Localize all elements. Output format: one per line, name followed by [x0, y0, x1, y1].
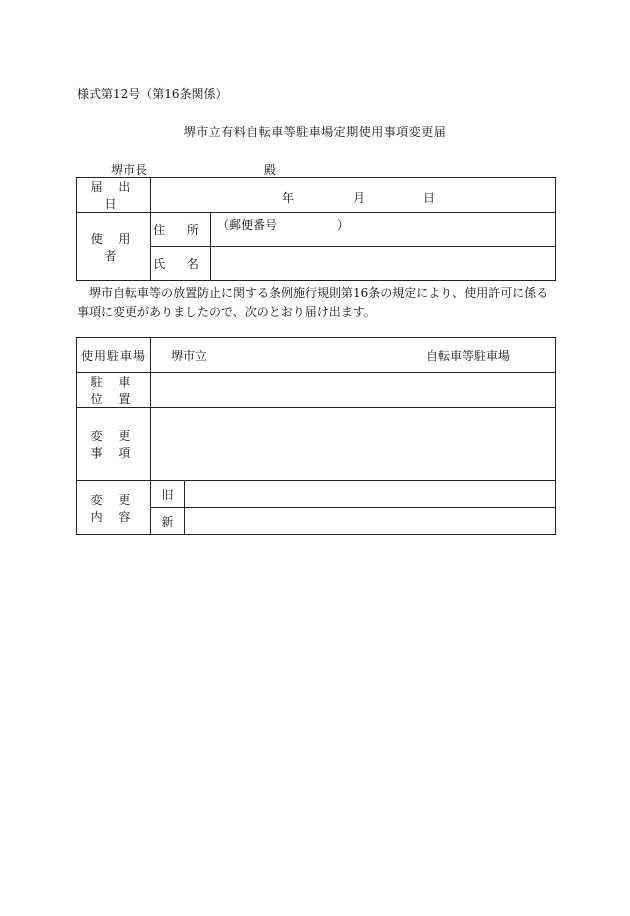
name-label: 氏 名 — [151, 247, 211, 281]
form-title: 堺市立有料自転車等駐車場定期使用事項変更届 — [183, 125, 447, 139]
addressee: 堺市長 — [111, 163, 148, 177]
form-number: 様式第12号（第16条関係） — [77, 87, 228, 101]
change-content-label: 変 更 内 容 — [77, 481, 151, 535]
honorific: 殿 — [264, 163, 277, 177]
change-items-field[interactable] — [151, 408, 556, 481]
applicant-table — [76, 177, 556, 281]
change-table — [76, 337, 556, 535]
address-label: 住 所 — [151, 213, 211, 247]
old-label: 旧 — [151, 481, 185, 508]
month-label: 月 — [353, 190, 366, 205]
position-field[interactable] — [151, 373, 556, 408]
year-label: 年 — [282, 190, 295, 205]
old-field[interactable] — [185, 481, 556, 508]
user-label: 使 用 者 — [77, 213, 151, 281]
parking-field[interactable] — [151, 338, 556, 373]
new-field[interactable] — [185, 508, 556, 535]
day-label: 日 — [423, 190, 436, 205]
position-label: 駐 車 位 置 — [77, 373, 151, 408]
postal-code-label: （郵便番号 ） — [217, 218, 350, 232]
statement: 堺市自転車等の放置防止に関する条例施行規則第16条の規定により、使用許可に係る事項に変更がありましたので、次のとおり届け出ます。 — [77, 286, 549, 319]
date-field[interactable] — [151, 178, 556, 213]
new-label: 新 — [151, 508, 185, 535]
parking-suffix: 自転車等駐車場 — [425, 348, 510, 363]
parking-city: 堺市立 — [171, 348, 208, 363]
parking-label: 使用駐車場 — [77, 338, 151, 373]
change-items-label: 変 更 事 項 — [77, 408, 151, 481]
name-field[interactable] — [211, 247, 556, 281]
address-field[interactable] — [211, 213, 556, 247]
date-label: 届 出 日 — [77, 178, 151, 213]
